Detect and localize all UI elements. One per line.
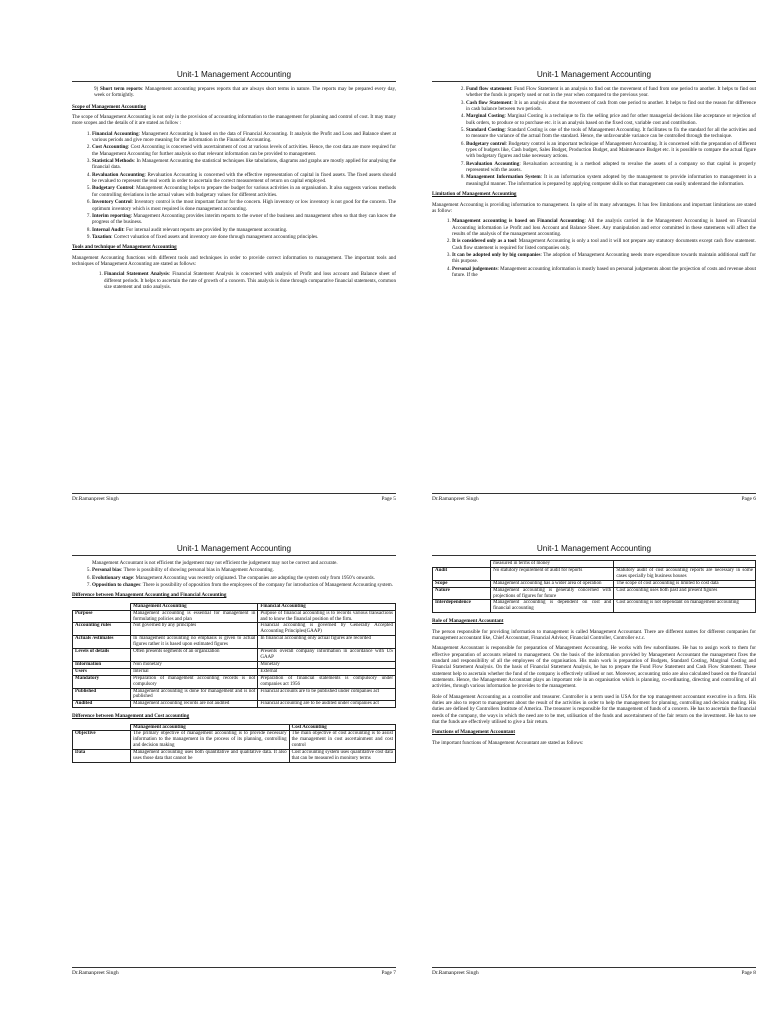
scope-list <box>72 131 396 241</box>
section-heading: Difference between Management Accounting and Financial Accounting <box>72 592 227 599</box>
list-item: 1. Financial Accounting: Management Accounting is based on the data of Financial Accounting. It analysis the Profit and Loss and Balance sheet at various periods and give more meaning for the information in the Financial Accounting. <box>92 131 396 144</box>
limitations-list <box>72 567 396 588</box>
table-cell: Statutory audit of cost accounting reports are necessary in some cases specially big business houses <box>614 567 756 580</box>
table-row <box>73 649 396 662</box>
table-cell: Management accounting is generally concerned with projections of figures for future <box>491 587 614 600</box>
limitations-list <box>432 218 756 278</box>
list-item: 3. Cash flow Statement: It is an analysis about the movement of cash from one period to another. It helps to find out the reason for difference in cash balance between two periods. <box>466 100 756 113</box>
table-row <box>73 661 396 668</box>
paragraph: Management Accounting functions with different tools and techniques in order to provide correct information to management. The important tools and techniques of Management Accounting are stated as follows: <box>72 254 396 267</box>
table-cell: Monetary <box>258 661 396 668</box>
table-cell: Preparation of financial statements is compulsory under companies act 1956 <box>258 675 396 688</box>
page-number: Page 5 <box>381 496 396 502</box>
list-item: 6. Evolutionary stage: Management Accounting was recently originated. The companies are adopting the system only from 1950’s onwards. <box>92 575 396 581</box>
page-7 <box>64 540 404 980</box>
table-cell: Often presents segments of an organization <box>131 649 258 662</box>
table-cell: The scope of cost accounting is limited to cost data <box>614 580 756 587</box>
page-body <box>72 560 396 763</box>
page-6 <box>424 66 764 506</box>
page-header: Unit-1 Management Accounting <box>72 540 396 556</box>
table-row <box>73 668 396 675</box>
list-item: 4. Marginal Costing: Marginal Costing is a technique to fix the selling price and for other managerial decisions like acceptance or rejection of bulk orders, to produce or to purchase etc. it is an analysis based on the fixed cost, variable cost and contribution. <box>466 113 756 126</box>
paragraph: The scope of Management Accounting is not only in the provision of accounting information to the management for planning and control of cost. It may many more scopes and the details of it are stated as follow : <box>72 114 396 127</box>
page-number: Page 6 <box>741 496 756 502</box>
list-item: 3. Statistical Methods: In Management Accounting the statistical techniques like tabulations, diagrams and graphs are mostly applied for analysing the financial data. <box>92 158 396 171</box>
list-item: 1. Management accounting is based on Financial Accounting: All the analysis carried in the Management Accounting is based on Financial Accounting information i.e Profit and loss Account and Balance Sheet. Any manipulation and error committed in these statements will affect the results of the analysis of the management accounting. <box>452 218 756 237</box>
table-row-label: Audited <box>73 701 131 708</box>
list-item: 4. Personal judgements: Management accounting information is mostly based on personal judgements about the projection of costs and revenue about future. If the <box>452 266 756 279</box>
comparison-table-financial <box>72 603 396 709</box>
table-row <box>73 750 396 763</box>
page-header: Unit-1 Management Accounting <box>72 66 396 82</box>
page-body <box>72 86 396 290</box>
table-cell: Not governed by any principles <box>131 623 258 636</box>
table-cell: Preparation of management accounting records is not compulsory <box>131 675 258 688</box>
table-cell: Cost accounting is not dependant on management accounting <box>614 600 756 613</box>
list-item: 5. Personal bias: There is possibility of showing personal bias in Management Accounting. <box>92 567 396 573</box>
list-item: 7. Interim reporting: Management Accounting provides interim reports to the owner of the business and management often so that they can know the progress of the business. <box>92 213 396 226</box>
list-item: 7. Opposition to changes: There is possibility of opposition from the employees of the company for introduction of Management Accounting system. <box>92 582 396 588</box>
section-heading: Tools and technique of Management Accounting <box>72 244 177 251</box>
table-row <box>433 587 756 600</box>
section-heading: Functions of Management Accountant <box>432 729 516 736</box>
table-row-label: Nature <box>433 587 491 600</box>
table-row <box>73 675 396 688</box>
table-row-label <box>433 561 491 568</box>
table-cell: Financial accounts are to be published under companies act <box>258 688 396 701</box>
list-item: 6. Budgetary control: Budgetary control is an important technique of Management Accounting. It is concerned with the preparation of different types of budgets like, Cash budget, Sales Budget, Production Budget, and Maintenance Budget etc. it is possible to compare the actual figure with budgetary figures and take necessary actions. <box>466 141 756 160</box>
table-cell: Financial accounting are to be audited under companies act <box>258 701 396 708</box>
table-row-label: Mandatory <box>73 675 131 688</box>
table-row <box>73 688 396 701</box>
table-row-label: Information <box>73 661 131 668</box>
paragraph: The important functions of Management Accountant are stated as follows: <box>432 739 584 746</box>
page-footer <box>72 967 396 980</box>
paragraph: Management Accountant is not efficient the judgement may not efficient the judgement may not be correct and accurate. <box>92 560 338 566</box>
page-number: Page 7 <box>381 970 396 976</box>
page-number: Page 8 <box>741 970 756 976</box>
table-header-row: Management accounting Cost Accounting <box>73 724 396 731</box>
page-header: Unit-1 Management Accounting <box>432 540 756 556</box>
table-cell: Management accounting is done for management and is not published <box>131 688 258 701</box>
table-cell: No statutory requirement of audit for reports <box>491 567 614 580</box>
list-item: 8. Internal Audit: For internal audit relevant reports are provided by the management accounting. <box>92 227 396 233</box>
table-cell: Management accounting has a wider area of operation <box>491 580 614 587</box>
table-row-label: Audit <box>433 567 491 580</box>
page-footer <box>432 967 756 980</box>
table-cell: The primary objective of management accounting is to provide necessary information to the management in the process of its planning, controlling and decision making <box>131 731 289 750</box>
list-item: 6. Inventory Control: Inventory control is the most important factor for the concern. High inventory or low inventory is not good for the concern. The optimum inventory which is most required is done management accounting. <box>92 199 396 212</box>
section-heading: Difference between Management and Cost accounting <box>72 713 190 720</box>
short-term-reports-item: 9) Short term reports: Management accounting prepares reports that are always short terms in nature. The reports may be prepared every day, week or fortnightly. <box>94 86 396 99</box>
page-8 <box>424 540 764 980</box>
table-cell: Internal <box>131 668 258 675</box>
table-row <box>433 567 756 580</box>
table-row <box>73 731 396 750</box>
list-item: 8. Management Information System: It is an information system adopted by the management to provide information to management in a meaningful manner. The information is prepared by applying computer skills so that management can easily understand the information. <box>466 174 756 187</box>
table-row-label: Scope <box>433 580 491 587</box>
table-row-label: Levels of details <box>73 649 131 662</box>
table-row <box>433 561 756 568</box>
page-body <box>432 86 756 278</box>
table-cell: Purpose of financial accounting is to records various transactions and to know the financial position of the firm. <box>258 610 396 623</box>
page-footer <box>432 493 756 506</box>
table-cell: The main objective of cost accounting is to assist the management in cost ascertainment and cost control <box>289 731 395 750</box>
list-item: 4. Revaluation Accounting: Revaluation Accounting is concerned with the effective representation of capital in fixed assets. The fixed assets should be revalued to represent the real worth in order to ascertain the correct measurement of return on capital employed. <box>92 172 396 185</box>
author: Dr.Ramanpreet Singh <box>72 496 119 502</box>
author: Dr.Ramanpreet Singh <box>432 496 479 502</box>
list-item: 7. Revaluation Accounting: Revaluation accounting is a method adopted to revalue the assets of a company so that capital is properly represented with the assets. <box>466 161 756 174</box>
table-cell: In management accounting no emphasis is given to actual figures rather it is based upon estimated figures <box>131 636 258 649</box>
table-cell: Management accounting is essential for management in formulating policies and plan <box>131 610 258 623</box>
table-cell: Management accounting is dependent on cost and financial accounting <box>491 600 614 613</box>
table-cell: Management accounting uses both quantitative and qualitative data. It also uses those data that cannot be <box>131 750 289 763</box>
paragraph: Management Accountant is responsible for preparation of Management Accounting. He works with few subordinates. He has to assign work to them for effective preparation of accounts related to management. On the basis of the information provided by Management Accountant the management fixes the standard and responsibility of all the employees of the organisation. His main work is preparation of Budgets, Standard Costing, Marginal Costing and Financial Statement Analysis. On the basis of Financial Statement Analysis, he has to prepare the Fund Flow Statement and Cash Flow Statement. These statement help to ascertain whether the fund of the company is effectively utilised or not. Moreover, accounting ratio are also calculated based on the financial statements. Hence, the Management Accountant plays an important role in an organisation which is planning, co-ordinating, directing and controlling of all activities, through various information he provides to the management. <box>432 645 756 690</box>
tools-list <box>72 271 396 290</box>
table-row-label: Accounting rules <box>73 623 131 636</box>
table-cell: In financial accounting only actual figures are recorded <box>258 636 396 649</box>
table-row-label: Interdependence <box>433 600 491 613</box>
table-header-row: Management Accounting Financial Accounting <box>73 603 396 610</box>
paragraph: The person responsible for providing information to management is called Management Accountant. There are different names for different companies for management accountant like, Chief Accountant, Financial Advisor, Financial Controller, Controller e.t.c. <box>432 628 756 641</box>
table-cell: Financial accounting is governed by Generally Accepted Accounting Principles(GAAP) <box>258 623 396 636</box>
table-row <box>73 610 396 623</box>
table-cell: Cost accounting uses both past and present figures <box>614 587 756 600</box>
table-row <box>73 701 396 708</box>
table-cell <box>614 561 756 568</box>
tools-list <box>432 86 756 187</box>
author: Dr.Ramanpreet Singh <box>72 970 119 976</box>
section-heading: Limitation of Management Accounting <box>432 191 517 198</box>
section-heading: Role of Management Accountant <box>432 618 504 625</box>
paragraph: Role of Management Accounting as a controller and treasurer. Controller is a term used in USA for the top management accountant executive in a firm. His duties are also to report to management about the result of the activities in order to help the management for planning, controlling and decision making. His duties are defined by Controllers Institute of America. The treasurer is responsible for the management of funds of a concern. He has to ascertain the financial needs of the company, the ways in which the need are to be met, utilisation of the funds and ascertainment of the fair return on the investment. He has to see that the funds are effectively utilised to give a fair return. <box>432 693 756 726</box>
table-cell: Presents overall company information in accordance with US GAAP <box>258 649 396 662</box>
list-item: 5. Budgetary Control: Management Accounting helps to prepare the budget for various activities in an organisation. It also suggests various methods for controlling deviations in the actual values with budgetary values for different activities. <box>92 185 396 198</box>
list-item: 5. Standard Costing: Standard Costing is one of the tools of Management Accounting. It facilitates to fix the standard for all the activities and to measure the variance of the actual from the standard. Hence, the unfavourable variance can be controlled through the technique. <box>466 127 756 140</box>
paragraph: Management Accounting is providing information to management. In spite of its many advantages. It has few limitations and important limitations are stated as follow: <box>432 201 756 214</box>
list-item: 2. It is considered only as a tool: Management Accounting is only a tool and it will not prepare any statutory documents except cash flow statement. Cash flow statement is required for listed companies only. <box>452 238 756 251</box>
table-row-label: Published <box>73 688 131 701</box>
table-row-label: Users <box>73 668 131 675</box>
table-row <box>73 636 396 649</box>
section-heading: Scope of Management Accounting <box>72 103 146 110</box>
comparison-table-cost-continued <box>432 560 756 613</box>
list-item: 3. It can be adopted only by big companies: The adoption of Management Accounting needs more expenditure towards maintain additional staff for this purpose. <box>452 252 756 265</box>
list-item: 2. Cost Accounting: Cost Accounting is concerned with ascertainment of cost at various levels of activities. Hence, the cost data are more required for the Management Accounting for further analysis so that relevant information can be provided to management. <box>92 144 396 157</box>
list-item: 9. Taxation: Correct valuation of fixed assets and inventory are done through management accounting principles. <box>92 234 396 240</box>
list-item: 2. Fund flow statement: Fund Flow Statement is an analysis to find out the movement of fund from one period to another. It helps to find out whether the funds is properly used or not in the year when compared to the previous year. <box>466 86 756 99</box>
table-cell: Cost accounting system uses quantitative cost data that can be measured in monitory terms <box>289 750 395 763</box>
table-cell: measured in terms of money <box>491 561 614 568</box>
author: Dr.Ramanpreet Singh <box>432 970 479 976</box>
table-row <box>433 580 756 587</box>
page-5 <box>64 66 404 506</box>
page-body <box>432 560 756 746</box>
comparison-table-cost <box>72 724 396 763</box>
table-cell: External <box>258 668 396 675</box>
table-row <box>73 623 396 636</box>
table-row-label: Data <box>73 750 131 763</box>
list-item: 1. Financial Statement Analysis: Financial Statement Analysis is concerned with analysis of Profit and loss account and Balance sheet of different periods. It helps to ascertain the rate of growth of a concern. This analysis is done through comparative financial statements, common size statement and ratio analysis. <box>104 271 396 290</box>
table-row-label: Actuals /estimates <box>73 636 131 649</box>
table-cell: Management accounting records are not audited <box>131 701 258 708</box>
page-footer <box>72 493 396 506</box>
page-header: Unit-1 Management Accounting <box>432 66 756 82</box>
table-row-label: Purpose <box>73 610 131 623</box>
table-row-label: Objective <box>73 731 131 750</box>
table-row <box>433 600 756 613</box>
table-cell: Non monetary <box>131 661 258 668</box>
